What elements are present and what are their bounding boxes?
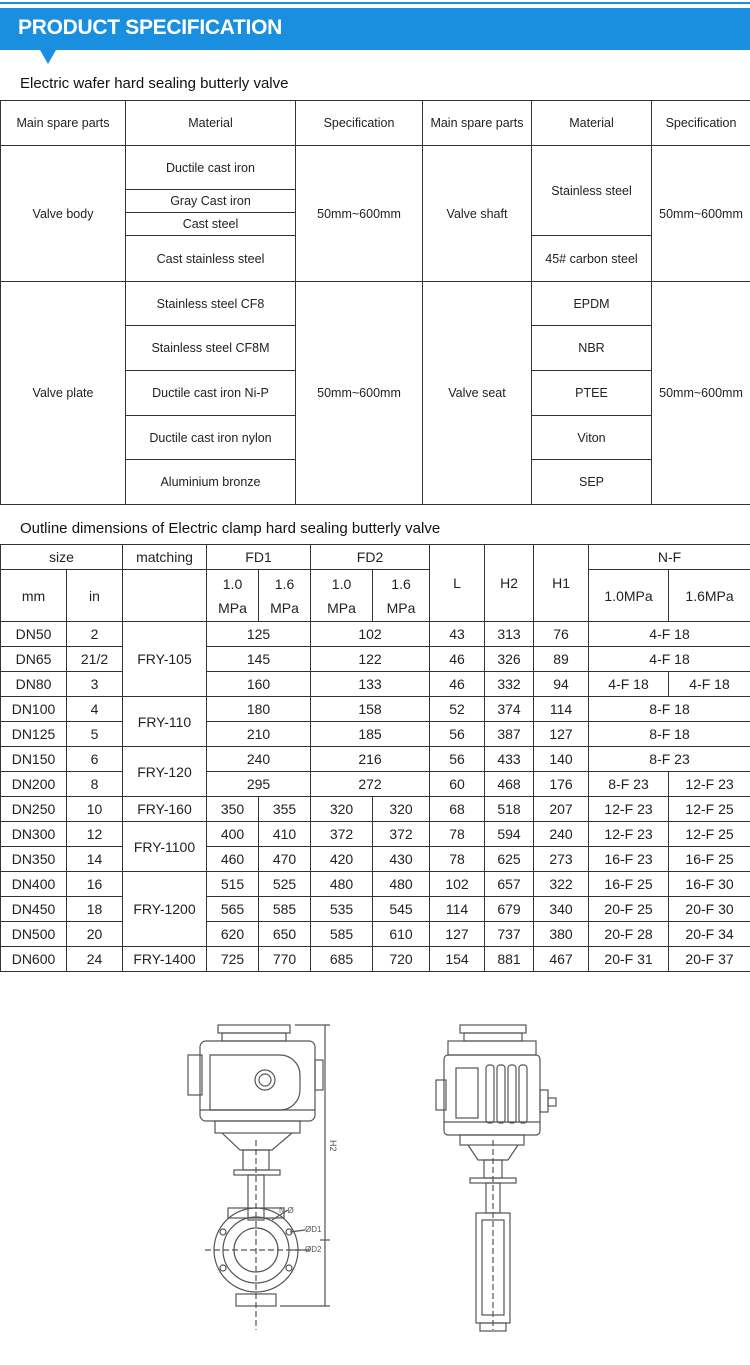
header-pressure: 1.6 MPa [373, 570, 430, 622]
cell-fd1-16: 585 [259, 897, 311, 922]
header-h1: H1 [534, 545, 589, 622]
cell-h1: 322 [534, 872, 589, 897]
table-row [1, 622, 750, 647]
header-h2: H2 [485, 545, 534, 622]
cell-h1: 140 [534, 747, 589, 772]
cell-mm: DN150 [1, 747, 67, 772]
cell-in: 3 [67, 672, 123, 697]
cell-l: 78 [430, 847, 485, 872]
cell-h2: 326 [485, 647, 534, 672]
material-cell: PTEE [532, 371, 652, 416]
cell-l: 78 [430, 822, 485, 847]
cell-nf: 4-F 18 [589, 622, 750, 647]
cell-l: 46 [430, 672, 485, 697]
cell-fd2-16: 720 [373, 947, 430, 972]
cell-h2: 518 [485, 797, 534, 822]
cell-h1: 340 [534, 897, 589, 922]
header-pressure: 1.0 MPa [207, 570, 259, 622]
cell-h1: 76 [534, 622, 589, 647]
valve-shaft-cell: Valve shaft [423, 146, 532, 282]
header-in: in [67, 570, 123, 622]
table-row [1, 722, 750, 747]
header-cell: Main spare parts [1, 101, 126, 146]
spec-cell: 50mm~600mm [296, 146, 423, 282]
cell-mm: DN300 [1, 822, 67, 847]
spec-cell: 50mm~600mm [296, 282, 423, 505]
cell-nf-10: 20-F 25 [589, 897, 669, 922]
cell-l: 68 [430, 797, 485, 822]
cell-nf-16: 12-F 25 [669, 797, 750, 822]
cell-matching: FRY-110 [123, 697, 207, 747]
cell-in: 8 [67, 772, 123, 797]
cell-fd2-10: 685 [311, 947, 373, 972]
section1-title: Electric wafer hard sealing butterly valve [20, 75, 289, 92]
cell-fd2: 102 [311, 622, 430, 647]
cell-mm: DN125 [1, 722, 67, 747]
cell-l: 56 [430, 722, 485, 747]
table-row [1, 772, 750, 797]
table-header-row [1, 570, 750, 622]
cell-mm: DN65 [1, 647, 67, 672]
cell-h1: 467 [534, 947, 589, 972]
cell-fd1-10: 725 [207, 947, 259, 972]
cell-fd1-16: 355 [259, 797, 311, 822]
material-cell: Stainless steel CF8 [126, 282, 296, 326]
cell-fd2-10: 372 [311, 822, 373, 847]
cell-fd2: 158 [311, 697, 430, 722]
table-row [1, 922, 750, 947]
header-matching-blank [123, 570, 207, 622]
cell-l: 52 [430, 697, 485, 722]
table-row [1, 672, 750, 697]
cell-h2: 468 [485, 772, 534, 797]
table-row [1, 647, 750, 672]
cell-h2: 433 [485, 747, 534, 772]
table-row [1, 872, 750, 897]
cell-in: 5 [67, 722, 123, 747]
cell-in: 2 [67, 622, 123, 647]
cell-h1: 176 [534, 772, 589, 797]
cell-fd2-10: 420 [311, 847, 373, 872]
side-view-drawing [436, 1025, 556, 1331]
cell-h1: 114 [534, 697, 589, 722]
cell-fd2: 122 [311, 647, 430, 672]
cell-l: 43 [430, 622, 485, 647]
cell-h2: 332 [485, 672, 534, 697]
table-row [1, 282, 750, 326]
cell-nf-16: 4-F 18 [669, 672, 750, 697]
cell-fd1-16: 470 [259, 847, 311, 872]
cell-l: 102 [430, 872, 485, 897]
header-cell: Material [126, 101, 296, 146]
spec-cell: 50mm~600mm [652, 282, 750, 505]
material-cell: Ductile cast iron [126, 146, 296, 190]
valve-plate-cell: Valve plate [1, 282, 126, 505]
cell-nf-10: 8-F 23 [589, 772, 669, 797]
table-row [1, 146, 750, 190]
cell-fd1-16: 525 [259, 872, 311, 897]
valve-seat-cell: Valve seat [423, 282, 532, 505]
material-cell: 45# carbon steel [532, 236, 652, 282]
table-row [1, 697, 750, 722]
spare-parts-table [0, 100, 750, 505]
material-cell: Ductile cast iron Ni-P [126, 371, 296, 416]
cell-fd2-10: 480 [311, 872, 373, 897]
cell-l: 56 [430, 747, 485, 772]
table-row [1, 747, 750, 772]
cell-mm: DN200 [1, 772, 67, 797]
cell-nf-10: 16-F 25 [589, 872, 669, 897]
cell-in: 16 [67, 872, 123, 897]
cell-matching: FRY-1200 [123, 872, 207, 947]
material-cell: Stainless steel CF8M [126, 326, 296, 371]
cell-h1: 273 [534, 847, 589, 872]
cell-h2: 737 [485, 922, 534, 947]
cell-fd1-16: 410 [259, 822, 311, 847]
cell-mm: DN500 [1, 922, 67, 947]
table-row [1, 897, 750, 922]
material-cell: Cast stainless steel [126, 236, 296, 282]
material-cell: Aluminium bronze [126, 460, 296, 505]
cell-h2: 374 [485, 697, 534, 722]
header-pressure: 1.0 MPa [311, 570, 373, 622]
header-cell: Specification [652, 101, 750, 146]
table-header-row [1, 101, 750, 146]
header-fd1: FD1 [207, 545, 311, 570]
header-nf-10: 1.0MPa [589, 570, 669, 622]
cell-nf: 4-F 18 [589, 647, 750, 672]
header-nf: N-F [589, 545, 750, 570]
cell-fd1-10: 515 [207, 872, 259, 897]
section2-title: Outline dimensions of Electric clamp hard sealing butterly valve [20, 520, 441, 537]
cell-nf-16: 16-F 30 [669, 872, 750, 897]
cell-h2: 881 [485, 947, 534, 972]
cell-nf: 8-F 18 [589, 697, 750, 722]
cell-nf-10: 4-F 18 [589, 672, 669, 697]
cell-in: 20 [67, 922, 123, 947]
dimensions-table [0, 544, 750, 972]
valve-body-cell: Valve body [1, 146, 126, 282]
cell-h2: 679 [485, 897, 534, 922]
cell-nf-16: 20-F 37 [669, 947, 750, 972]
material-cell: Stainless steel [532, 146, 652, 236]
cell-fd2: 133 [311, 672, 430, 697]
cell-in: 12 [67, 822, 123, 847]
cell-h2: 313 [485, 622, 534, 647]
table-row [1, 822, 750, 847]
cell-fd1-10: 400 [207, 822, 259, 847]
material-cell: Cast steel [126, 213, 296, 236]
cell-nf-16: 12-F 25 [669, 822, 750, 847]
cell-in: 14 [67, 847, 123, 872]
cell-nf-10: 20-F 28 [589, 922, 669, 947]
drawing-label-d1: ØD1 [305, 1225, 322, 1234]
cell-fd2-16: 320 [373, 797, 430, 822]
header-nf-16: 1.6MPa [669, 570, 750, 622]
cell-matching: FRY-1100 [123, 822, 207, 872]
cell-in: 21/2 [67, 647, 123, 672]
material-cell: Ductile cast iron nylon [126, 416, 296, 460]
cell-fd1-10: 620 [207, 922, 259, 947]
banner-pointer [40, 50, 56, 64]
cell-l: 60 [430, 772, 485, 797]
cell-h1: 89 [534, 647, 589, 672]
cell-fd2-10: 535 [311, 897, 373, 922]
cell-nf-16: 20-F 30 [669, 897, 750, 922]
cell-fd2-10: 320 [311, 797, 373, 822]
header-mm: mm [1, 570, 67, 622]
cell-matching: FRY-160 [123, 797, 207, 822]
valve-technical-drawing [0, 1010, 750, 1340]
cell-fd1: 145 [207, 647, 311, 672]
material-cell: Gray Cast iron [126, 190, 296, 213]
cell-in: 6 [67, 747, 123, 772]
material-cell: NBR [532, 326, 652, 371]
header-l: L [430, 545, 485, 622]
drawing-label-n: N-Ø [279, 1206, 294, 1215]
cell-h2: 657 [485, 872, 534, 897]
cell-h1: 207 [534, 797, 589, 822]
cell-matching: FRY-105 [123, 622, 207, 697]
cell-l: 154 [430, 947, 485, 972]
table-row [1, 847, 750, 872]
cell-h1: 127 [534, 722, 589, 747]
cell-h1: 240 [534, 822, 589, 847]
cell-mm: DN400 [1, 872, 67, 897]
front-view-drawing [188, 1025, 330, 1330]
cell-mm: DN80 [1, 672, 67, 697]
cell-mm: DN350 [1, 847, 67, 872]
header-pressure: 1.6 MPa [259, 570, 311, 622]
cell-in: 10 [67, 797, 123, 822]
cell-l: 127 [430, 922, 485, 947]
header-cell: Main spare parts [423, 101, 532, 146]
cell-mm: DN600 [1, 947, 67, 972]
cell-fd2-16: 430 [373, 847, 430, 872]
cell-mm: DN450 [1, 897, 67, 922]
material-cell: Viton [532, 416, 652, 460]
table-row [1, 797, 750, 822]
cell-fd1-16: 770 [259, 947, 311, 972]
cell-matching: FRY-120 [123, 747, 207, 797]
cell-fd1: 125 [207, 622, 311, 647]
cell-nf-16: 12-F 23 [669, 772, 750, 797]
section-banner [0, 8, 750, 50]
header-fd2: FD2 [311, 545, 430, 570]
cell-fd2-16: 545 [373, 897, 430, 922]
cell-fd2: 185 [311, 722, 430, 747]
header-size: size [1, 545, 123, 570]
material-cell: EPDM [532, 282, 652, 326]
material-cell: SEP [532, 460, 652, 505]
cell-nf-16: 20-F 34 [669, 922, 750, 947]
table-header-row [1, 545, 750, 570]
cell-fd2-16: 372 [373, 822, 430, 847]
cell-h2: 387 [485, 722, 534, 747]
cell-mm: DN100 [1, 697, 67, 722]
banner-top-line [0, 2, 750, 4]
cell-nf: 8-F 18 [589, 722, 750, 747]
cell-nf-10: 20-F 31 [589, 947, 669, 972]
cell-l: 46 [430, 647, 485, 672]
cell-l: 114 [430, 897, 485, 922]
cell-fd2-10: 585 [311, 922, 373, 947]
cell-fd2: 272 [311, 772, 430, 797]
cell-fd1-10: 350 [207, 797, 259, 822]
cell-mm: DN250 [1, 797, 67, 822]
cell-fd1: 295 [207, 772, 311, 797]
cell-fd1-10: 460 [207, 847, 259, 872]
cell-in: 4 [67, 697, 123, 722]
cell-fd1-16: 650 [259, 922, 311, 947]
spec-cell: 50mm~600mm [652, 146, 750, 282]
table-row [1, 947, 750, 972]
cell-fd2: 216 [311, 747, 430, 772]
cell-nf-10: 12-F 23 [589, 822, 669, 847]
cell-matching: FRY-1400 [123, 947, 207, 972]
cell-h2: 594 [485, 822, 534, 847]
cell-fd1: 240 [207, 747, 311, 772]
cell-fd1: 210 [207, 722, 311, 747]
banner-title: PRODUCT SPECIFICATION [18, 16, 282, 39]
cell-nf: 8-F 23 [589, 747, 750, 772]
cell-nf-16: 16-F 25 [669, 847, 750, 872]
header-cell: Material [532, 101, 652, 146]
cell-fd2-16: 480 [373, 872, 430, 897]
cell-h1: 380 [534, 922, 589, 947]
cell-h1: 94 [534, 672, 589, 697]
cell-h2: 625 [485, 847, 534, 872]
cell-fd1: 180 [207, 697, 311, 722]
header-cell: Specification [296, 101, 423, 146]
cell-nf-10: 12-F 23 [589, 797, 669, 822]
cell-fd1: 160 [207, 672, 311, 697]
drawing-label-d2: ØD2 [305, 1245, 322, 1254]
cell-fd2-16: 610 [373, 922, 430, 947]
cell-fd1-10: 565 [207, 897, 259, 922]
cell-mm: DN50 [1, 622, 67, 647]
cell-nf-10: 16-F 23 [589, 847, 669, 872]
cell-in: 24 [67, 947, 123, 972]
drawing-label-h2: H2 [328, 1140, 338, 1152]
header-matching: matching [123, 545, 207, 570]
cell-in: 18 [67, 897, 123, 922]
